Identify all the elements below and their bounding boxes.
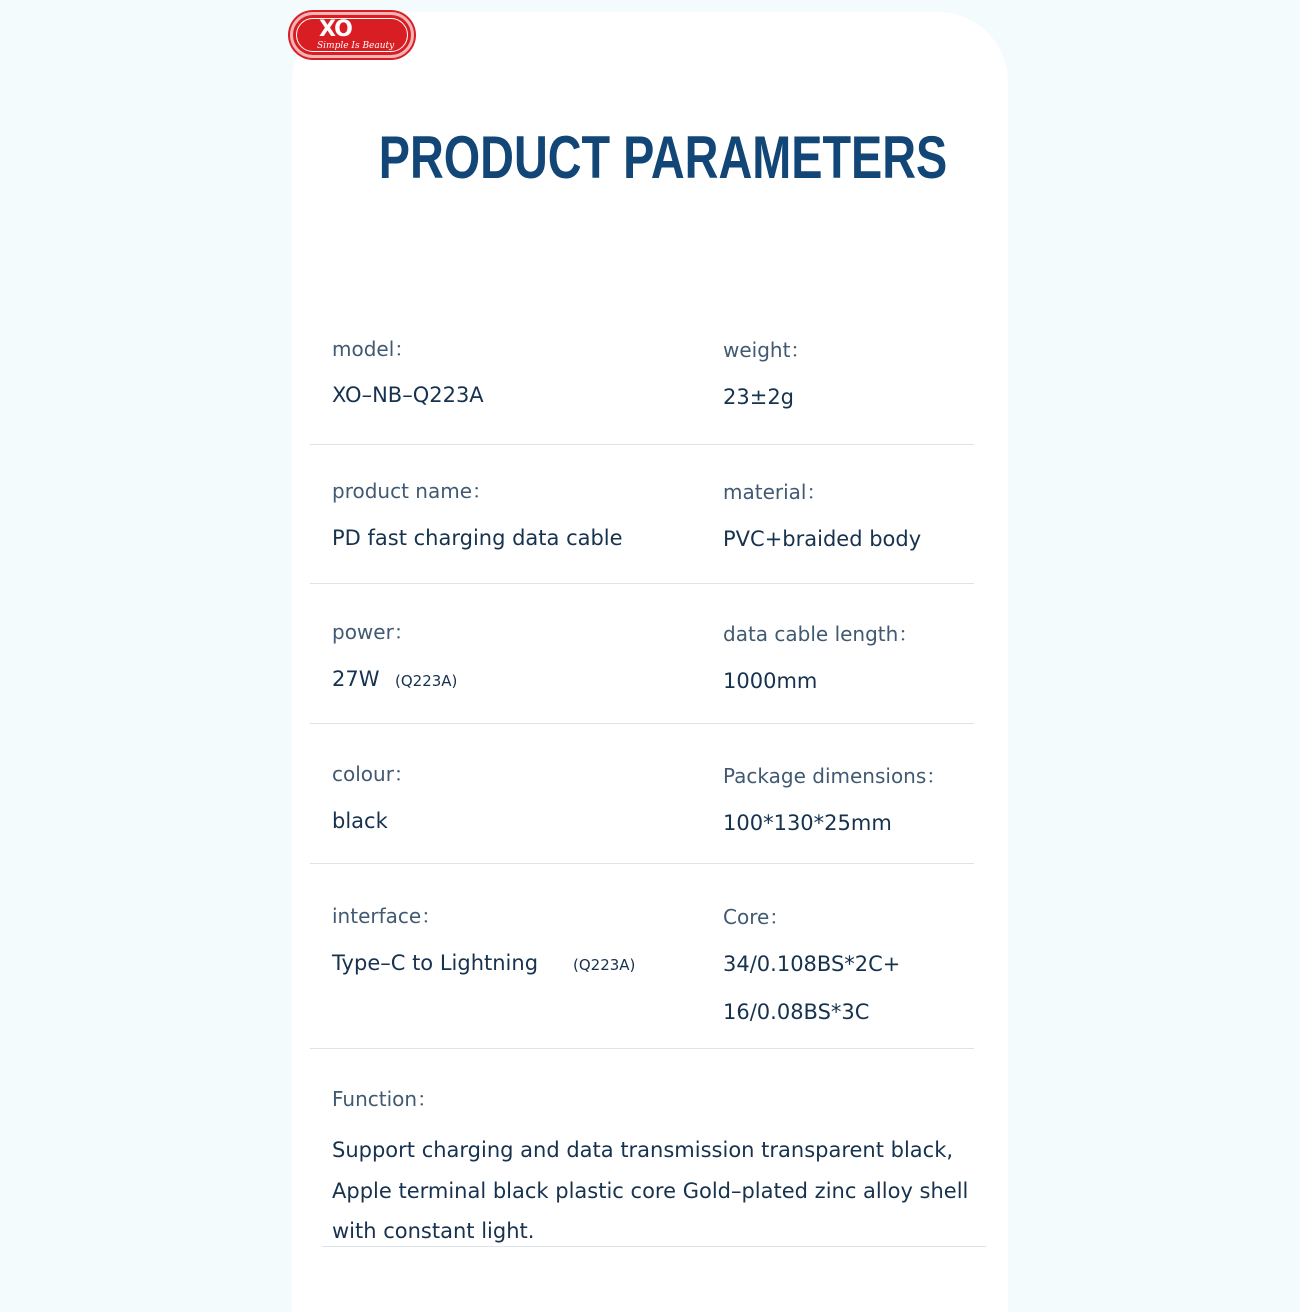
model-label: model： — [332, 337, 415, 361]
core-value-line2: 16/0.08BS*3C — [723, 1000, 870, 1024]
function-text: Support charging and data transmission transparent black, Apple terminal black plastic core Gold–plated zinc alloy shell with constant light. — [332, 1138, 969, 1243]
core-value-line1: 34/0.108BS*2C+ — [723, 952, 901, 976]
package-label: Package dimensions： — [723, 764, 947, 788]
row-divider — [310, 583, 974, 584]
length-label: data cable length： — [723, 622, 919, 646]
weight-label: weight： — [723, 338, 811, 362]
interface-value: Type–C to Lightning — [332, 951, 539, 975]
material-label: material： — [723, 480, 827, 504]
model-value: XO–NB–Q223A — [332, 383, 484, 407]
page-title: PRODUCT PARAMETERS — [378, 124, 948, 191]
interface-label: interface： — [332, 904, 442, 928]
power-note: (Q223A) — [395, 672, 458, 690]
product-name-value: PD fast charging data cable — [332, 526, 623, 550]
row-divider — [310, 444, 974, 445]
material-value: PVC+braided body — [723, 527, 922, 551]
brand-logo — [290, 12, 414, 58]
power-label: power： — [332, 620, 414, 644]
parameters-card — [292, 12, 1008, 1312]
row-divider — [310, 723, 974, 724]
colour-label: colour： — [332, 762, 414, 786]
row-divider — [310, 863, 974, 864]
logo-tagline: Simple Is Beauty — [317, 41, 395, 51]
core-label: Core： — [723, 905, 790, 929]
length-value: 1000mm — [723, 669, 818, 693]
weight-value: 23±2g — [723, 385, 795, 409]
row-divider — [322, 1246, 986, 1247]
package-value: 100*130*25mm — [723, 811, 892, 835]
logo-mark: XO — [319, 17, 352, 42]
power-value: 27W — [332, 667, 380, 691]
function-label: Function： — [332, 1087, 438, 1111]
interface-note: (Q223A) — [573, 956, 636, 974]
product-name-label: product name： — [332, 479, 492, 503]
row-divider — [310, 1048, 974, 1049]
colour-value: black — [332, 809, 388, 833]
